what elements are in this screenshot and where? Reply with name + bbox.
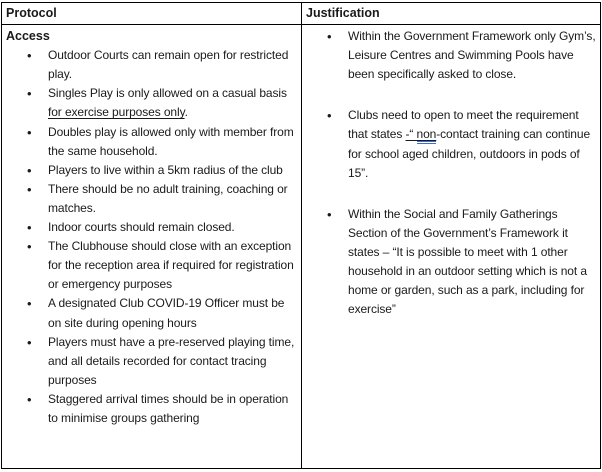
protocol-justification-table [1,2,601,469]
protocol-column-header: Protocol [2,3,302,25]
underlined-text: -“ [405,127,417,142]
bullet-text: Singles Play is only allowed on a casual basis [48,86,287,101]
justification-cell [302,25,601,469]
list-item: • Doubles play is allowed only with member from the same household. [48,123,297,161]
list-item [48,84,297,122]
body-row [2,25,601,469]
justification-column-header: Justification [302,3,601,25]
bullet-text: -contact training can continue for school aged children, outdoors in pods of 15”. [348,127,591,180]
header-row [2,3,601,25]
list-item: • The Clubhouse should close with an exception for the reception area if required for registration or emergency purposes [48,237,297,294]
list-item: • Outdoor Courts can remain open for restricted play. [48,46,297,84]
list-item: • Within the Social and Family Gatherings Section of the Government’s Framework it states – “It is possible to meet with 1 other household in an outdoor setting which is not a home or garden, such as a park, including for exercise” [348,205,596,320]
list-item: • Players must have a pre-reserved playing time, and all details recorded for contact tracing purposes [48,333,297,390]
protocol-cell [2,25,302,469]
list-item: • Indoor courts should remain closed. [48,218,297,237]
list-item: • Staggered arrival times should be in operation to minimise groups gathering [48,390,297,428]
bullet-text: Clubs need to open to meet the requirement that states [348,108,579,142]
justification-bullet-list [306,27,596,319]
bullet-text: . [184,105,188,120]
list-item: • There should be no adult training, coaching or matches. [48,180,297,218]
list-item: • Within the Government Framework only Gym’s, Leisure Centres and Swimming Pools have been specifically asked to close. [348,27,596,84]
underlined-text: for exercise purposes only [48,105,185,120]
grammar-checked-text: non [417,127,437,144]
list-item [348,106,596,182]
section-title-access: Access [6,29,50,44]
list-item: • Players to live within a 5km radius of the club [48,161,297,180]
list-item: • A designated Club COVID-19 Officer must be on site during opening hours [48,294,297,332]
protocol-bullet-list [6,46,297,428]
